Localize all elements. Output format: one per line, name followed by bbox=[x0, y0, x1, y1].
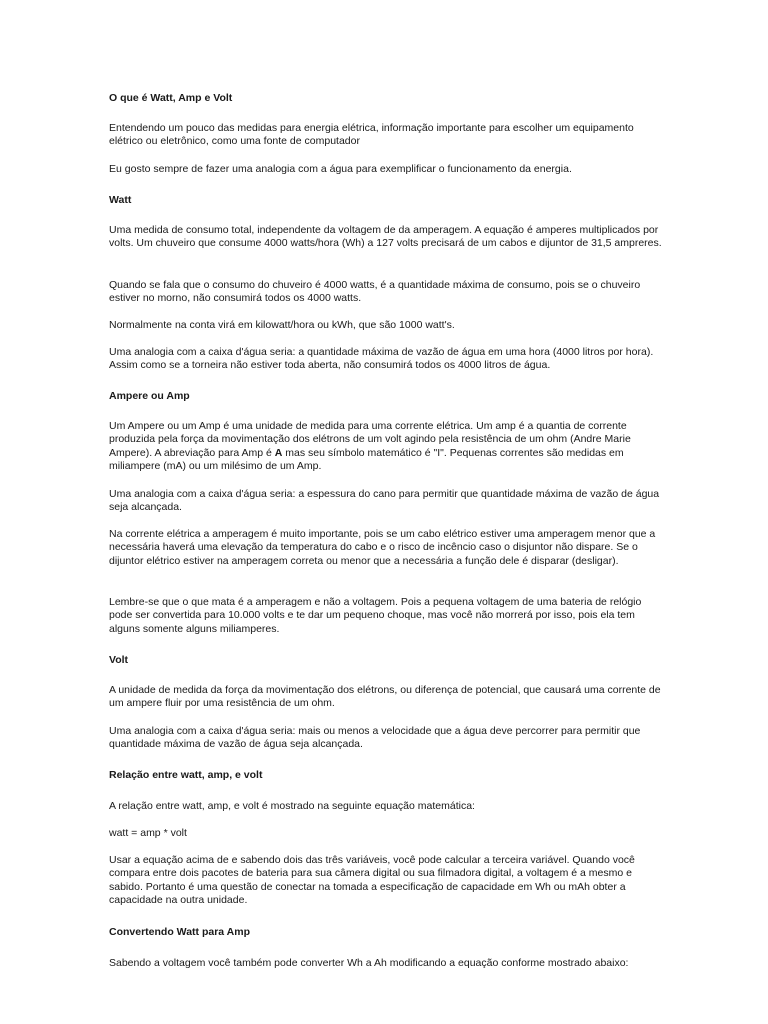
volt-paragraph-2: Uma analogia com a caixa d'água seria: mais ou menos a velocidade que a água deve percorrer para permitir que quantidade máxima de vazão de água seja alcançada. bbox=[109, 725, 641, 751]
relacao-paragraph-1: A relação entre watt, amp, e volt é mostrado na seguinte equação matemática: bbox=[109, 800, 475, 812]
watt-paragraph-3: Normalmente na conta virá em kilowatt/hora ou kWh, que são 1000 watt's. bbox=[109, 319, 455, 331]
watt-paragraph-4: Uma analogia com a caixa d'água seria: a quantidade máxima de vazão de água em uma hora (4000 litros por hora). Assim como se a torneira não estiver toda aberta, não consumirá todos os 4000 litros de água. bbox=[109, 346, 654, 372]
ampere-paragraph-2: Uma analogia com a caixa d'água seria: a espessura do cano para permitir que quantidade máxima de vazão de água seja alcançada. bbox=[109, 488, 660, 514]
ampere-paragraph-4: Lembre-se que o que mata é a amperagem e não a voltagem. Pois a pequena voltagem de uma bateria de relógio pode ser convertida para 10.000 volts e te dar um pequeno choque, mas você não morrerá por isso, pois ela tem alguns somente alguns miliamperes. bbox=[109, 596, 642, 635]
volt-paragraph-1: A unidade de medida da força da movimentação dos elétrons, ou diferença de potencial, que causará uma corrente de um ampere fluir por uma resistência de um ohm. bbox=[109, 684, 661, 710]
intro-paragraph-2: Eu gosto sempre de fazer uma analogia com a água para exemplificar o funcionamento da energia. bbox=[109, 163, 572, 175]
convertendo-paragraph-1: Sabendo a voltagem você também pode converter Wh a Ah modificando a equação conforme mostrado abaixo: bbox=[109, 957, 629, 969]
section-heading-relacao: Relação entre watt, amp, e volt bbox=[109, 769, 263, 781]
watt-paragraph-2: Quando se fala que o consumo do chuveiro é 4000 watts, é a quantidade máxima de consumo, pois se o chuveiro estiver no morno, não consumirá todos os 4000 watts. bbox=[109, 279, 641, 305]
ampere-paragraph-1-part-1: Um Ampere ou um Amp é uma unidade de medida para uma corrente elétrica. Um amp é a quantia de corrente produzida pela força da movimentação dos elétrons de um volt agindo pela resistência de um ohm (Andre Marie Ampere). A abreviação para Amp é bbox=[109, 420, 631, 459]
intro-paragraph-1: Entendendo um pouco das medidas para energia elétrica, informação importante para escolher um equipamento elétrico ou eletrônico, como uma fonte de computador bbox=[109, 122, 634, 148]
watt-paragraph-1: Uma medida de consumo total, independente da voltagem de da amperagem. A equação é amperes multiplicados por volts. Um chuveiro que consume 4000 watts/hora (Wh) a 127 volts precisará de um cabos e dijuntor de 31,5 ampreres. bbox=[109, 224, 662, 250]
amp-abbreviation: A bbox=[274, 446, 283, 459]
relacao-paragraph-2: Usar a equação acima de e sabendo dois das três variáveis, você pode calcular a terceira variável. Quando você compara entre dois pacotes de bateria para sua câmera digital ou sua filmadora digital, a voltagem é a mesmo e sabido. Portanto é uma questão de conectar na tomada a especificação de capacidade em Wh ou mAh obter a capacidade na outra unidade. bbox=[109, 854, 635, 907]
section-heading-ampere: Ampere ou Amp bbox=[109, 390, 190, 402]
document-title: O que é Watt, Amp e Volt bbox=[109, 92, 233, 104]
section-heading-volt: Volt bbox=[109, 654, 129, 666]
section-heading-convertendo: Convertendo Watt para Amp bbox=[109, 926, 250, 938]
section-heading-watt: Watt bbox=[109, 194, 132, 206]
ampere-paragraph-1 bbox=[109, 420, 665, 474]
equation: watt = amp * volt bbox=[109, 827, 187, 839]
ampere-paragraph-3: Na corrente elétrica a amperagem é muito importante, pois se um cabo elétrico estiver uma amperagem menor que a necessária haverá uma elevação da temperatura do cabo e o risco de incêncio caso o disjuntor não dispare. Se o dijuntor elétrico estiver na amperagem correta ou menor que a necessária a função dele é disparar (desligar). bbox=[109, 528, 656, 567]
ampere-paragraph-1-part-2: mas seu símbolo matemático é "I". Pequenas correntes são medidas em miliampere (mA) ou um milésimo de um Amp. bbox=[109, 446, 624, 473]
